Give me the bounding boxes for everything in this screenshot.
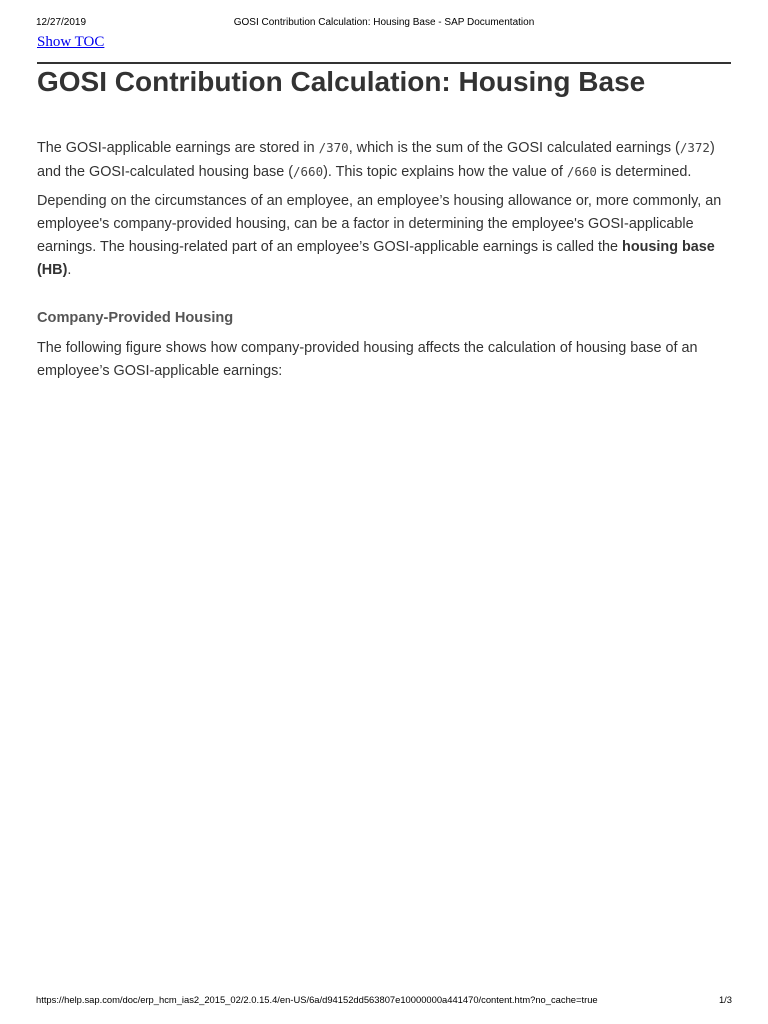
- housing-base-paragraph: [37, 190, 737, 282]
- housing-base-end: .: [67, 262, 72, 278]
- print-page-title: GOSI Contribution Calculation: Housing Base - SAP Documentation: [233, 17, 535, 28]
- intro-text-4: ). This topic explains how the value of: [323, 164, 567, 180]
- source-url: https://help.sap.com/doc/erp_hcm_ias2_2015_02/2.0.15.4/en-US/6a/d94152dd563807e10000000a441470/content.htm?no_cache=true: [36, 994, 598, 1005]
- intro-text-1: The GOSI-applicable earnings are stored in: [37, 140, 319, 156]
- housing-base-text: Depending on the circumstances of an employee, an employee’s housing allowance or, more commonly, an employee's company-provided housing, can be a factor in determining the employee's GOSI-applicable earnings. The housing-related part of an employee’s GOSI-applicable earnings is called the: [37, 193, 722, 255]
- wage-type-code: /660: [566, 164, 597, 179]
- page-number: 1/3: [718, 994, 732, 1005]
- page-title: GOSI Contribution Calculation: Housing Base: [37, 66, 646, 97]
- section-heading: Company-Provided Housing: [37, 310, 234, 326]
- intro-text-3: ) and the GOSI-calculated housing base (: [37, 140, 715, 180]
- intro-paragraph: [37, 136, 737, 184]
- figure-intro-paragraph: The following figure shows how company-provided housing affects the calculation of housing base of an employee’s GOSI-applicable earnings:: [37, 340, 698, 379]
- housing-base-term: housing base (HB): [37, 239, 715, 278]
- show-toc-link[interactable]: Show TOC: [37, 34, 105, 50]
- document-body: [37, 136, 737, 383]
- wage-type-code: /660: [293, 164, 324, 179]
- intro-text-5: is determined.: [596, 164, 692, 180]
- print-footer: [36, 994, 732, 1006]
- print-header: [36, 17, 732, 29]
- print-date: 12/27/2019: [36, 17, 87, 28]
- intro-text-2: , which is the sum of the GOSI calculated earnings (: [348, 140, 680, 156]
- wage-type-code: /370: [318, 140, 349, 155]
- wage-type-code: /372: [679, 140, 710, 155]
